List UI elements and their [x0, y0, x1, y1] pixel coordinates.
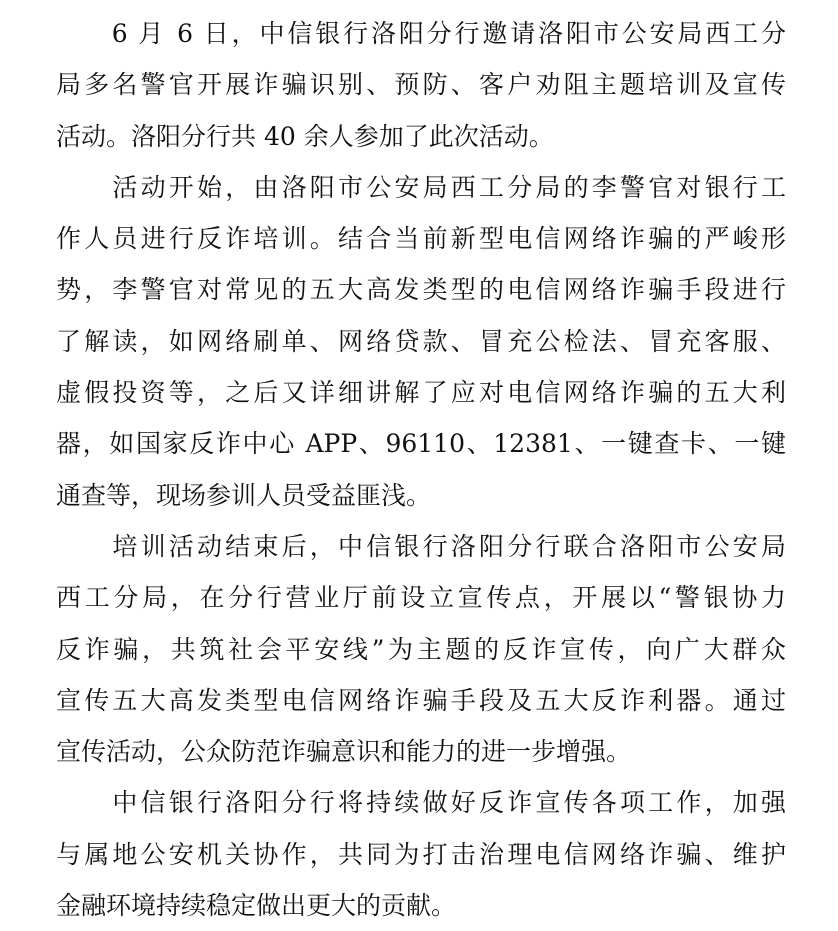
- paragraph-intro: [56, 8, 786, 162]
- text-line: 反诈骗，共筑社会平安线”为主题的反诈宣传，向广大群众: [56, 634, 786, 664]
- text-line: 局多名警官开展诈骗识别、预防、客户劝阻主题培训及宣传: [56, 70, 786, 100]
- text-line: 与属地公安机关协作，共同为打击治理电信网络诈骗、维护: [56, 839, 786, 869]
- text-line: 势，李警官对常见的五大高发类型的电信网络诈骗手段进行: [56, 275, 786, 305]
- text-line: 6 月 6 日，中信银行洛阳分行邀请洛阳市公安局西工分: [56, 19, 786, 48]
- text-line: 西工分局，在分行营业厅前设立宣传点，开展以“警银协力: [56, 583, 786, 613]
- text-line: 金融环境持续稳定做出更大的贡献。: [56, 891, 457, 921]
- paragraph-publicity: [56, 521, 786, 777]
- text-line: 器，如国家反诈中心 APP、96110、12381、一键查卡、一键: [56, 429, 786, 459]
- text-line: 培训活动结束后，中信银行洛阳分行联合洛阳市公安局: [56, 531, 786, 561]
- text-line: 宣传活动，公众防范诈骗意识和能力的进一步增强。: [56, 737, 632, 767]
- article-body: [56, 8, 786, 931]
- text-line: 作人员进行反诈培训。结合当前新型电信网络诈骗的严峻形: [56, 224, 786, 254]
- text-line: 活动。洛阳分行共 40 余人参加了此次活动。: [56, 121, 554, 151]
- paragraph-conclusion: [56, 777, 786, 931]
- text-line: 活动开始，由洛阳市公安局西工分局的李警官对银行工: [56, 172, 786, 202]
- text-line: 虚假投资等，之后又详细讲解了应对电信网络诈骗的五大利: [56, 378, 786, 408]
- text-line: 中信银行洛阳分行将持续做好反诈宣传各项工作，加强: [56, 788, 786, 818]
- text-line: 了解读，如网络刷单、网络贷款、冒充公检法、冒充客服、: [56, 326, 786, 356]
- text-line: 通查等，现场参训人员受益匪浅。: [56, 480, 432, 510]
- text-line: 宣传五大高发类型电信网络诈骗手段及五大反诈利器。通过: [56, 685, 786, 715]
- paragraph-training: [56, 162, 786, 521]
